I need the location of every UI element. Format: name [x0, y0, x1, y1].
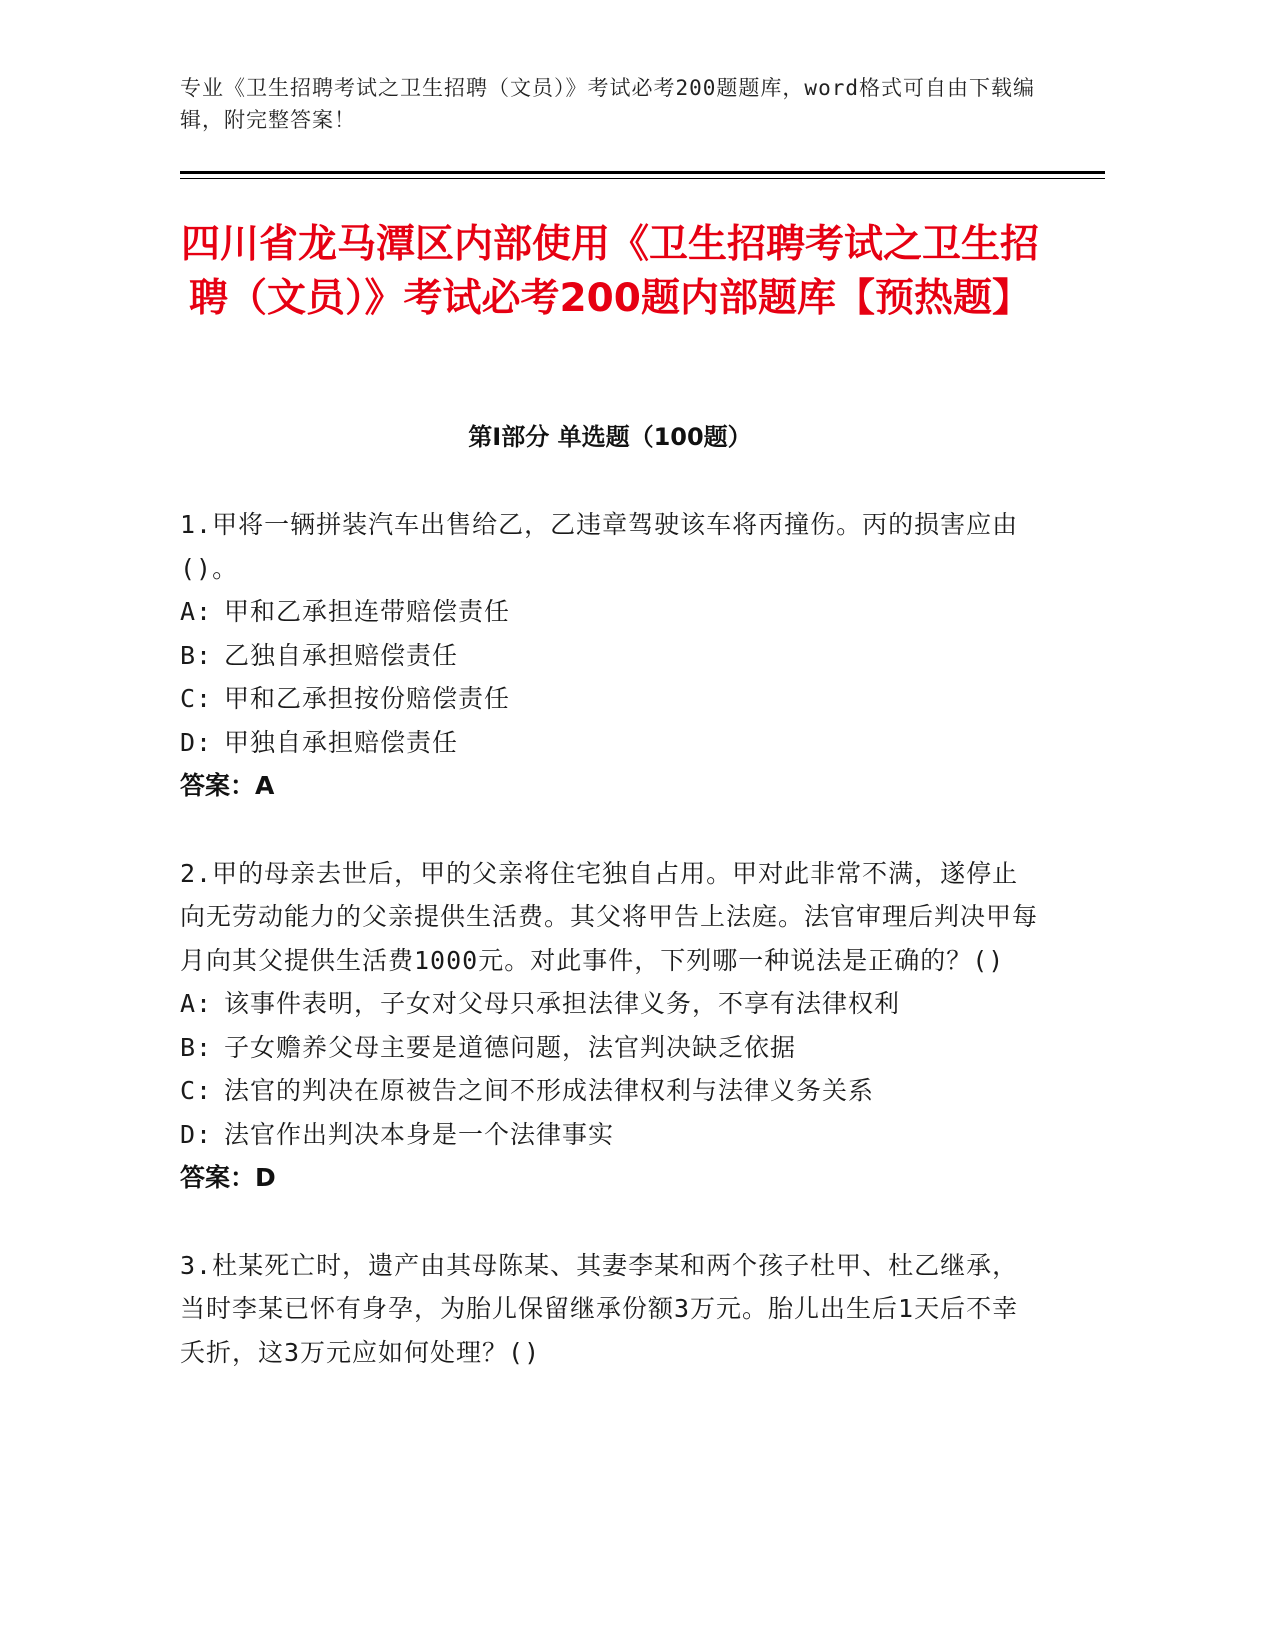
option-text: 该事件表明，子女对父母只承担法律义务，不享有法律权利	[224, 989, 901, 1018]
option-text: 法官作出判决本身是一个法律事实	[224, 1119, 615, 1149]
option-label: A:	[180, 597, 213, 626]
question-3	[180, 1244, 1040, 1375]
question-2	[180, 852, 1040, 1200]
question-list	[180, 503, 1040, 1418]
option-label: A:	[180, 989, 213, 1018]
header-divider-thick	[180, 171, 1105, 174]
option-a	[180, 982, 1040, 1026]
section-heading: 第I部分 单选题（100题）	[468, 423, 752, 451]
option-d	[180, 721, 1040, 765]
option-b	[180, 1026, 1040, 1070]
option-label: B:	[180, 640, 213, 670]
option-label: B:	[180, 1032, 213, 1062]
question-1	[180, 503, 1040, 808]
option-c	[180, 1069, 1040, 1113]
option-a	[180, 590, 1040, 634]
question-text: 2.甲的母亲去世后，甲的父亲将住宅独自占用。甲对此非常不满，遂停止向无劳动能力的父亲提供生活费。其父将甲告上法庭。法官审理后判决甲每月向其父提供生活费1000元。对此事件，下列哪一种说法是正确的？()	[180, 858, 1039, 975]
option-text: 甲和乙承担连带赔偿责任	[224, 597, 511, 626]
question-text: 3.杜某死亡时，遗产由其母陈某、其妻李某和两个孩子杜甲、杜乙继承，当时李某已怀有身孕，为胎儿保留继承份额3万元。胎儿出生后1天后不幸夭折，这3万元应如何处理？()	[180, 1250, 1019, 1367]
option-text: 甲独自承担赔偿责任	[224, 727, 459, 757]
option-label: C:	[180, 684, 213, 713]
option-text: 甲和乙承担按份赔偿责任	[224, 684, 511, 713]
header-note: 专业《卫生招聘考试之卫生招聘（文员）》考试必考200题题库，word格式可自由下载编辑，附完整答案！	[180, 76, 1035, 132]
option-label: D:	[180, 1119, 213, 1149]
option-c	[180, 677, 1040, 721]
option-text: 法官的判决在原被告之间不形成法律权利与法律义务关系	[224, 1076, 875, 1105]
answer: 答案：D	[180, 1163, 276, 1192]
option-text: 子女赡养父母主要是道德问题，法官判决缺乏依据	[224, 1032, 797, 1062]
option-label: C:	[180, 1076, 213, 1105]
document-title: 四川省龙马潭区内部使用《卫生招聘考试之卫生招聘（文员）》考试必考200题内部题库【预热题】	[180, 222, 1039, 321]
option-label: D:	[180, 727, 213, 757]
header-divider-thin	[180, 178, 1105, 179]
option-text: 乙独自承担赔偿责任	[224, 640, 459, 670]
option-d	[180, 1113, 1040, 1157]
question-text: 1.甲将一辆拼装汽车出售给乙，乙违章驾驶该车将丙撞伤。丙的损害应由()。	[180, 510, 1019, 583]
option-b	[180, 634, 1040, 678]
answer: 答案：A	[180, 771, 275, 800]
